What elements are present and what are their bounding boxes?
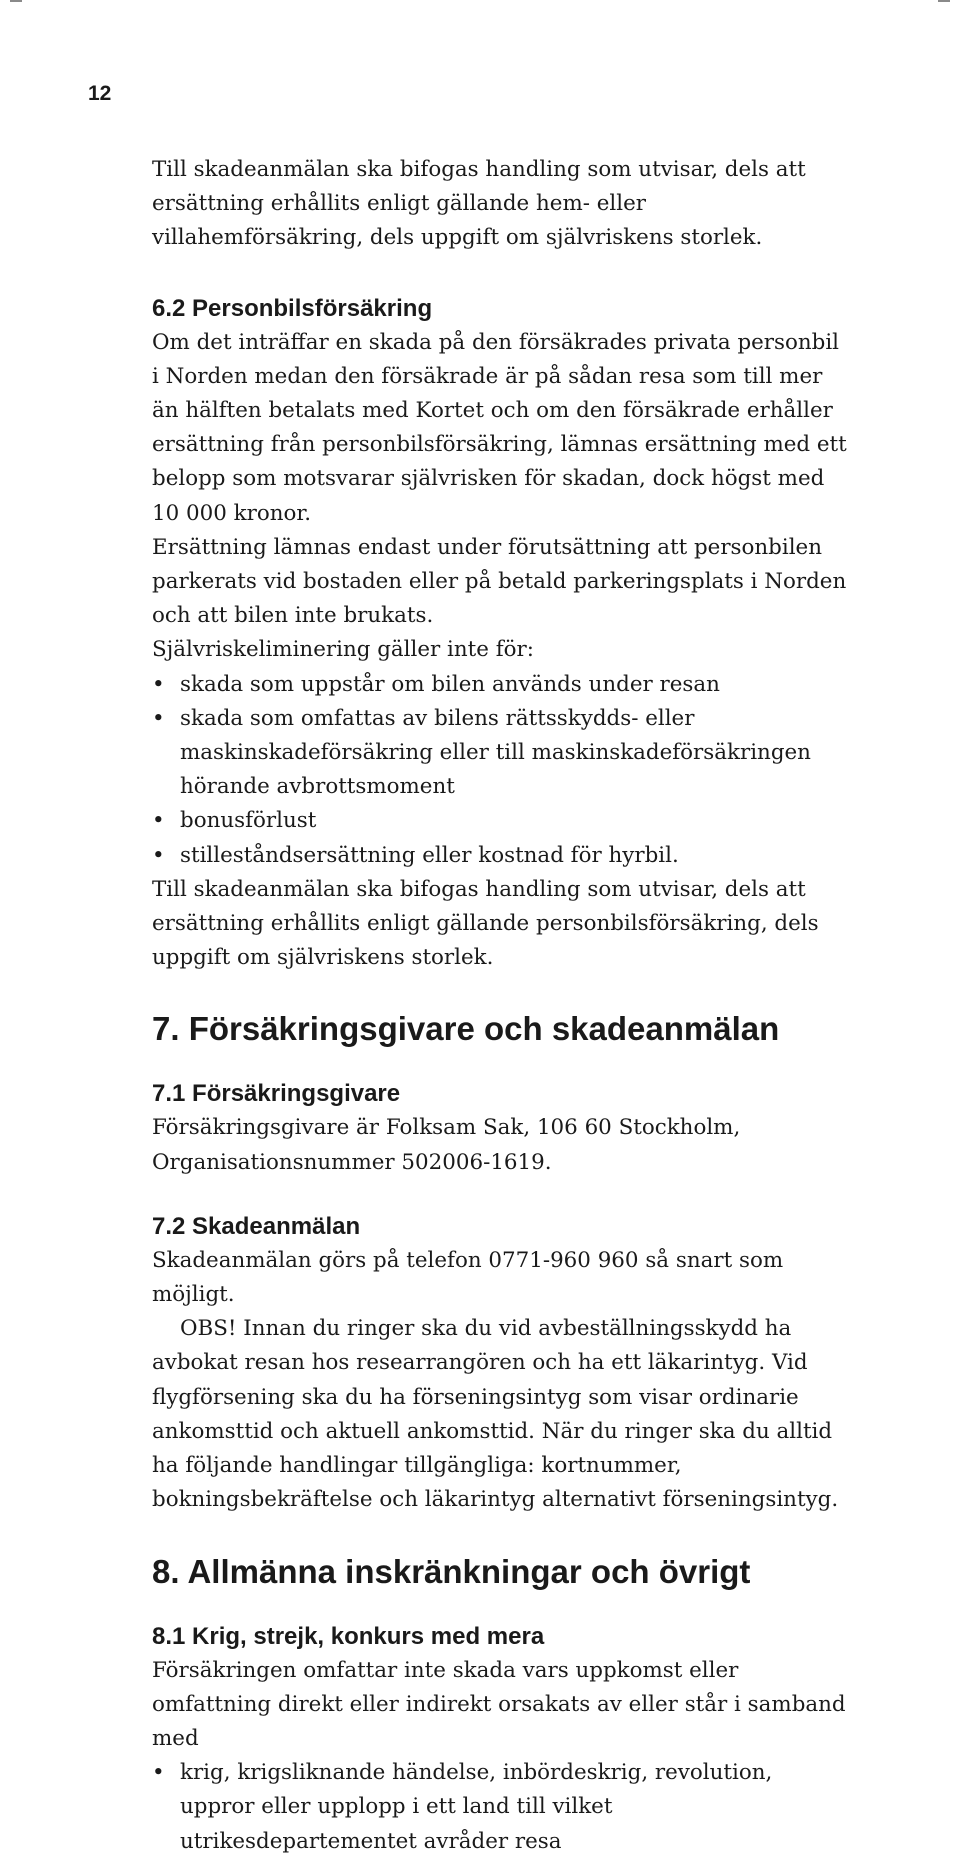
section-8	[152, 1552, 852, 1859]
section-7-1-heading: 7.1 Försäkringsgivare	[152, 1080, 401, 1108]
list-item: • bonusförlust	[152, 804, 852, 838]
section-7-heading: 7. Försäkringsgivare och skadeanmälan	[152, 1010, 780, 1048]
section-7-2-paragraph-2: OBS! Innan du ringer ska du vid avbeställningsskydd ha avbokat resan hos researrangören och ha ett läkarintyg. Vid flygförsening ska du ha förseningsintyg som visar ordinarie ankomsttid och aktuell ankomsttid. När du ringer ska du alltid ha följande handlingar tillgängliga: kortnummer, bokningsbekräftelse och läkarintyg alternativt förseningsintyg.	[152, 1316, 839, 1513]
list-item: • krig, krigsliknande händelse, inbördeskrig, revolution, uppror eller upplopp i ett land till vilket utrikesdepartementet avråder resa	[152, 1756, 852, 1859]
document-body	[152, 153, 852, 1859]
section-6-2-paragraph-3: Självriskeliminering gäller inte för:	[152, 637, 534, 663]
section-8-1-list	[152, 1756, 852, 1859]
crop-mark-right	[938, 0, 950, 2]
intro-paragraph: Till skadeanmälan ska bifogas handling som utvisar, dels att ersättning erhållits enligt gällande hem- eller villahemförsäkring, dels uppgift om självriskens storlek.	[152, 157, 806, 251]
section-6-2	[152, 292, 852, 976]
crop-mark-left	[10, 0, 22, 2]
list-item: • skada som omfattas av bilens rättsskydds- eller maskinskadeförsäkring eller till maskinskadeförsäkringen hörande avbrottsmoment	[152, 702, 852, 805]
section-6-2-paragraph-4: Till skadeanmälan ska bifogas handling som utvisar, dels att ersättning erhållits enligt gällande personbilsförsäkring, dels uppgift om självriskens storlek.	[152, 876, 819, 971]
section-6-2-heading: 6.2 Personbilsförsäkring	[152, 294, 433, 322]
section-7	[152, 1009, 852, 1517]
section-6-2-exclusions-list	[152, 668, 852, 873]
section-6-2-paragraph-1: Om det inträffar en skada på den försäkrades privata personbil i Norden medan den försäkrade är på sådan resa som till mer än hälften betalats med Kortet och om den försäkrade erhåller ersättning från personbilsförsäkring, lämnas ersättning med ett belopp som motsvarar självrisken för skadan, dock högst med 10 000 kronor.	[152, 329, 847, 526]
section-7-2-paragraph-1: Skadeanmälan görs på telefon 0771-960 960 så snart som möjligt.	[152, 1247, 784, 1308]
list-item: • stilleståndsersättning eller kostnad för hyrbil.	[152, 839, 852, 873]
section-8-1-heading: 8.1 Krig, strejk, konkurs med mera	[152, 1622, 545, 1650]
section-7-1-text: Försäkringsgivare är Folksam Sak, 106 60 Stockholm, Organisationsnummer 502006-1619.	[152, 1115, 741, 1175]
section-8-1-paragraph-1: Försäkringen omfattar inte skada vars uppkomst eller omfattning direkt eller indirekt orsakats av eller står i samband med	[152, 1657, 846, 1751]
section-7-2-heading: 7.2 Skadeanmälan	[152, 1212, 361, 1240]
section-6-2-paragraph-2: Ersättning lämnas endast under förutsättning att personbilen parkerats vid bostaden eller på betald parkeringsplats i Norden och att bilen inte brukats.	[152, 534, 847, 629]
section-8-heading: 8. Allmänna inskränkningar och övrigt	[152, 1552, 751, 1590]
list-item: • skada som uppstår om bilen används under resan	[152, 668, 852, 702]
page-number: 12	[88, 82, 112, 105]
